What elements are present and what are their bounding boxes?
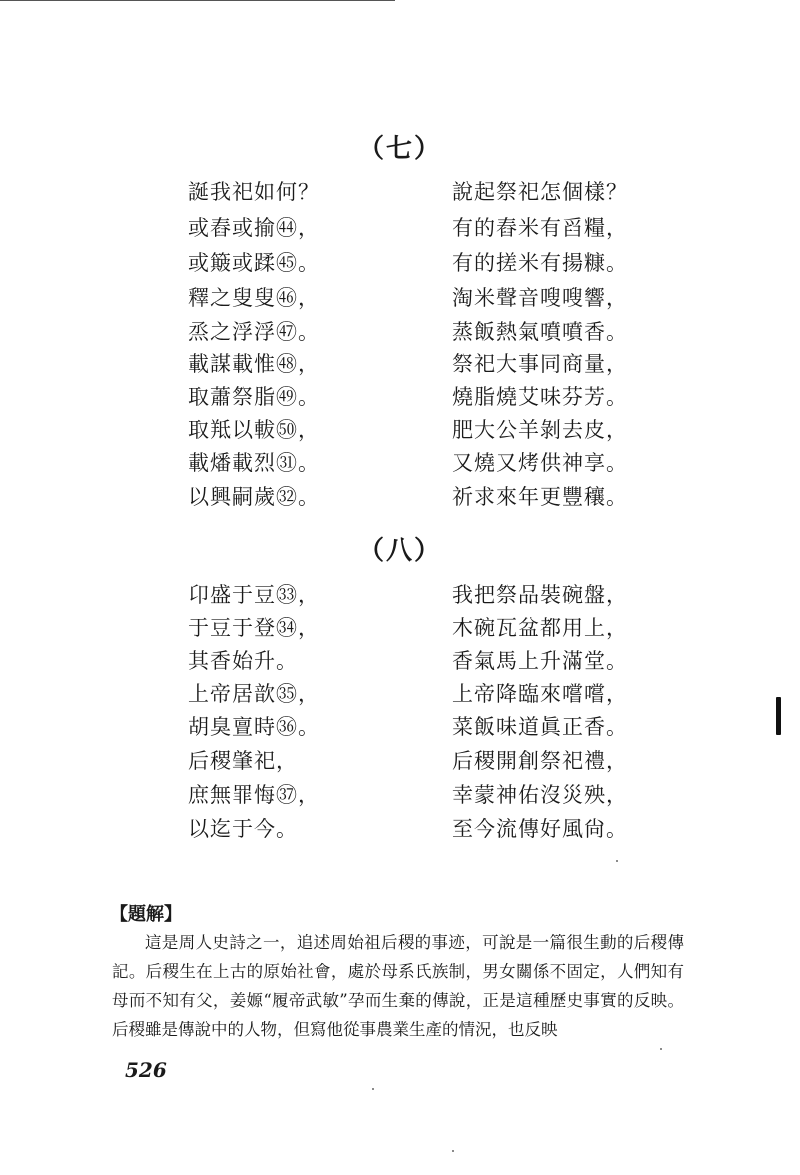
poem-line-translation: 香氣馬上升滿堂。	[452, 649, 628, 673]
poem-line-original: 載謀載惟㊽，	[188, 352, 320, 376]
scan-speck	[372, 1088, 374, 1090]
poem-line-translation: 有的搓米有揚糠。	[452, 251, 628, 275]
poem-line-translation: 菜飯味道眞正香。	[452, 715, 628, 739]
poem-line-translation: 祈求來年更豐穰。	[452, 485, 628, 509]
poem-line-original: 其香始升。	[188, 649, 298, 673]
poem-line-translation: 蒸飯熱氣噴噴香。	[452, 320, 628, 344]
poem-line-original: 或簸或蹂㊺。	[188, 251, 320, 275]
poem-line-translation: 有的舂米有舀糧，	[452, 216, 628, 240]
poem-line-translation: 燒脂燒艾味芬芳。	[452, 385, 628, 409]
poem-line-original: 卬盛于豆㉝，	[188, 583, 320, 607]
poem-line-original: 載燔載烈㉛。	[188, 451, 320, 475]
poem-line-translation: 淘米聲音嗖嗖響，	[452, 286, 628, 310]
poem-line-original: 后稷肇祀，	[188, 749, 298, 773]
margin-mark	[776, 697, 781, 735]
poem-line-original: 以興嗣歲㉜。	[188, 485, 320, 509]
poem-line-translation: 說起祭祀怎個樣？	[452, 180, 628, 204]
scan-speck	[616, 860, 618, 862]
scan-speck	[452, 1150, 454, 1152]
poem-line-original: 以迄于今。	[188, 817, 298, 841]
poem-line-original: 取蕭祭脂㊾。	[188, 385, 320, 409]
section-heading-8: （八）	[357, 536, 442, 566]
poem-line-original: 于豆于登㉞，	[188, 616, 320, 640]
poem-line-original: 庶無罪悔㊲，	[188, 783, 320, 807]
poem-line-translation: 祭祀大事同商量，	[452, 352, 628, 376]
poem-line-original: 胡臭亶時㊱。	[188, 715, 320, 739]
section-heading-7: （七）	[357, 134, 442, 164]
poem-line-original: 上帝居歆㉟，	[188, 682, 320, 706]
page-number: 526	[125, 1058, 167, 1082]
poem-line-translation: 我把祭品裝碗盤，	[452, 583, 628, 607]
poem-line-translation: 后稷開創祭祀禮，	[452, 749, 628, 773]
scan-speck	[660, 1048, 662, 1050]
poem-line-translation: 又燒又烤供神享。	[452, 451, 628, 475]
poem-line-original: 釋之叟叟㊻，	[188, 286, 320, 310]
poem-line-translation: 上帝降臨來嚐嚐，	[452, 682, 628, 706]
poem-line-translation: 肥大公羊剝去皮，	[452, 418, 628, 442]
poem-line-translation: 至今流傳好風尙。	[452, 817, 628, 841]
commentary-paragraph: 這是周人史詩之一，追述周始祖后稷的事迹，可說是一篇很生動的后稷傳記。后稷生在上古的原始社會，處於母系氏族制，男女關係不固定，人們知有母而不知有父，姜嫄“履帝武敏”孕而生棄的傳說，正是這種歷史事實的反映。后稷雖是傳說中的人物，但寫他從事農業生產的情況，也反映	[112, 933, 684, 1039]
poem-line-translation: 木碗瓦盆都用上，	[452, 616, 628, 640]
poem-line-original: 或舂或揄㊹，	[188, 216, 320, 240]
poem-line-original: 誕我祀如何？	[188, 180, 320, 204]
commentary-title: 【題解】	[110, 904, 182, 925]
poem-line-original: 取羝以軷㊿，	[188, 418, 320, 442]
top-rule	[0, 0, 395, 1]
poem-line-translation: 幸蒙神佑沒災殃，	[452, 783, 628, 807]
commentary-body	[112, 928, 684, 1044]
poem-line-original: 烝之浮浮㊼。	[188, 320, 320, 344]
